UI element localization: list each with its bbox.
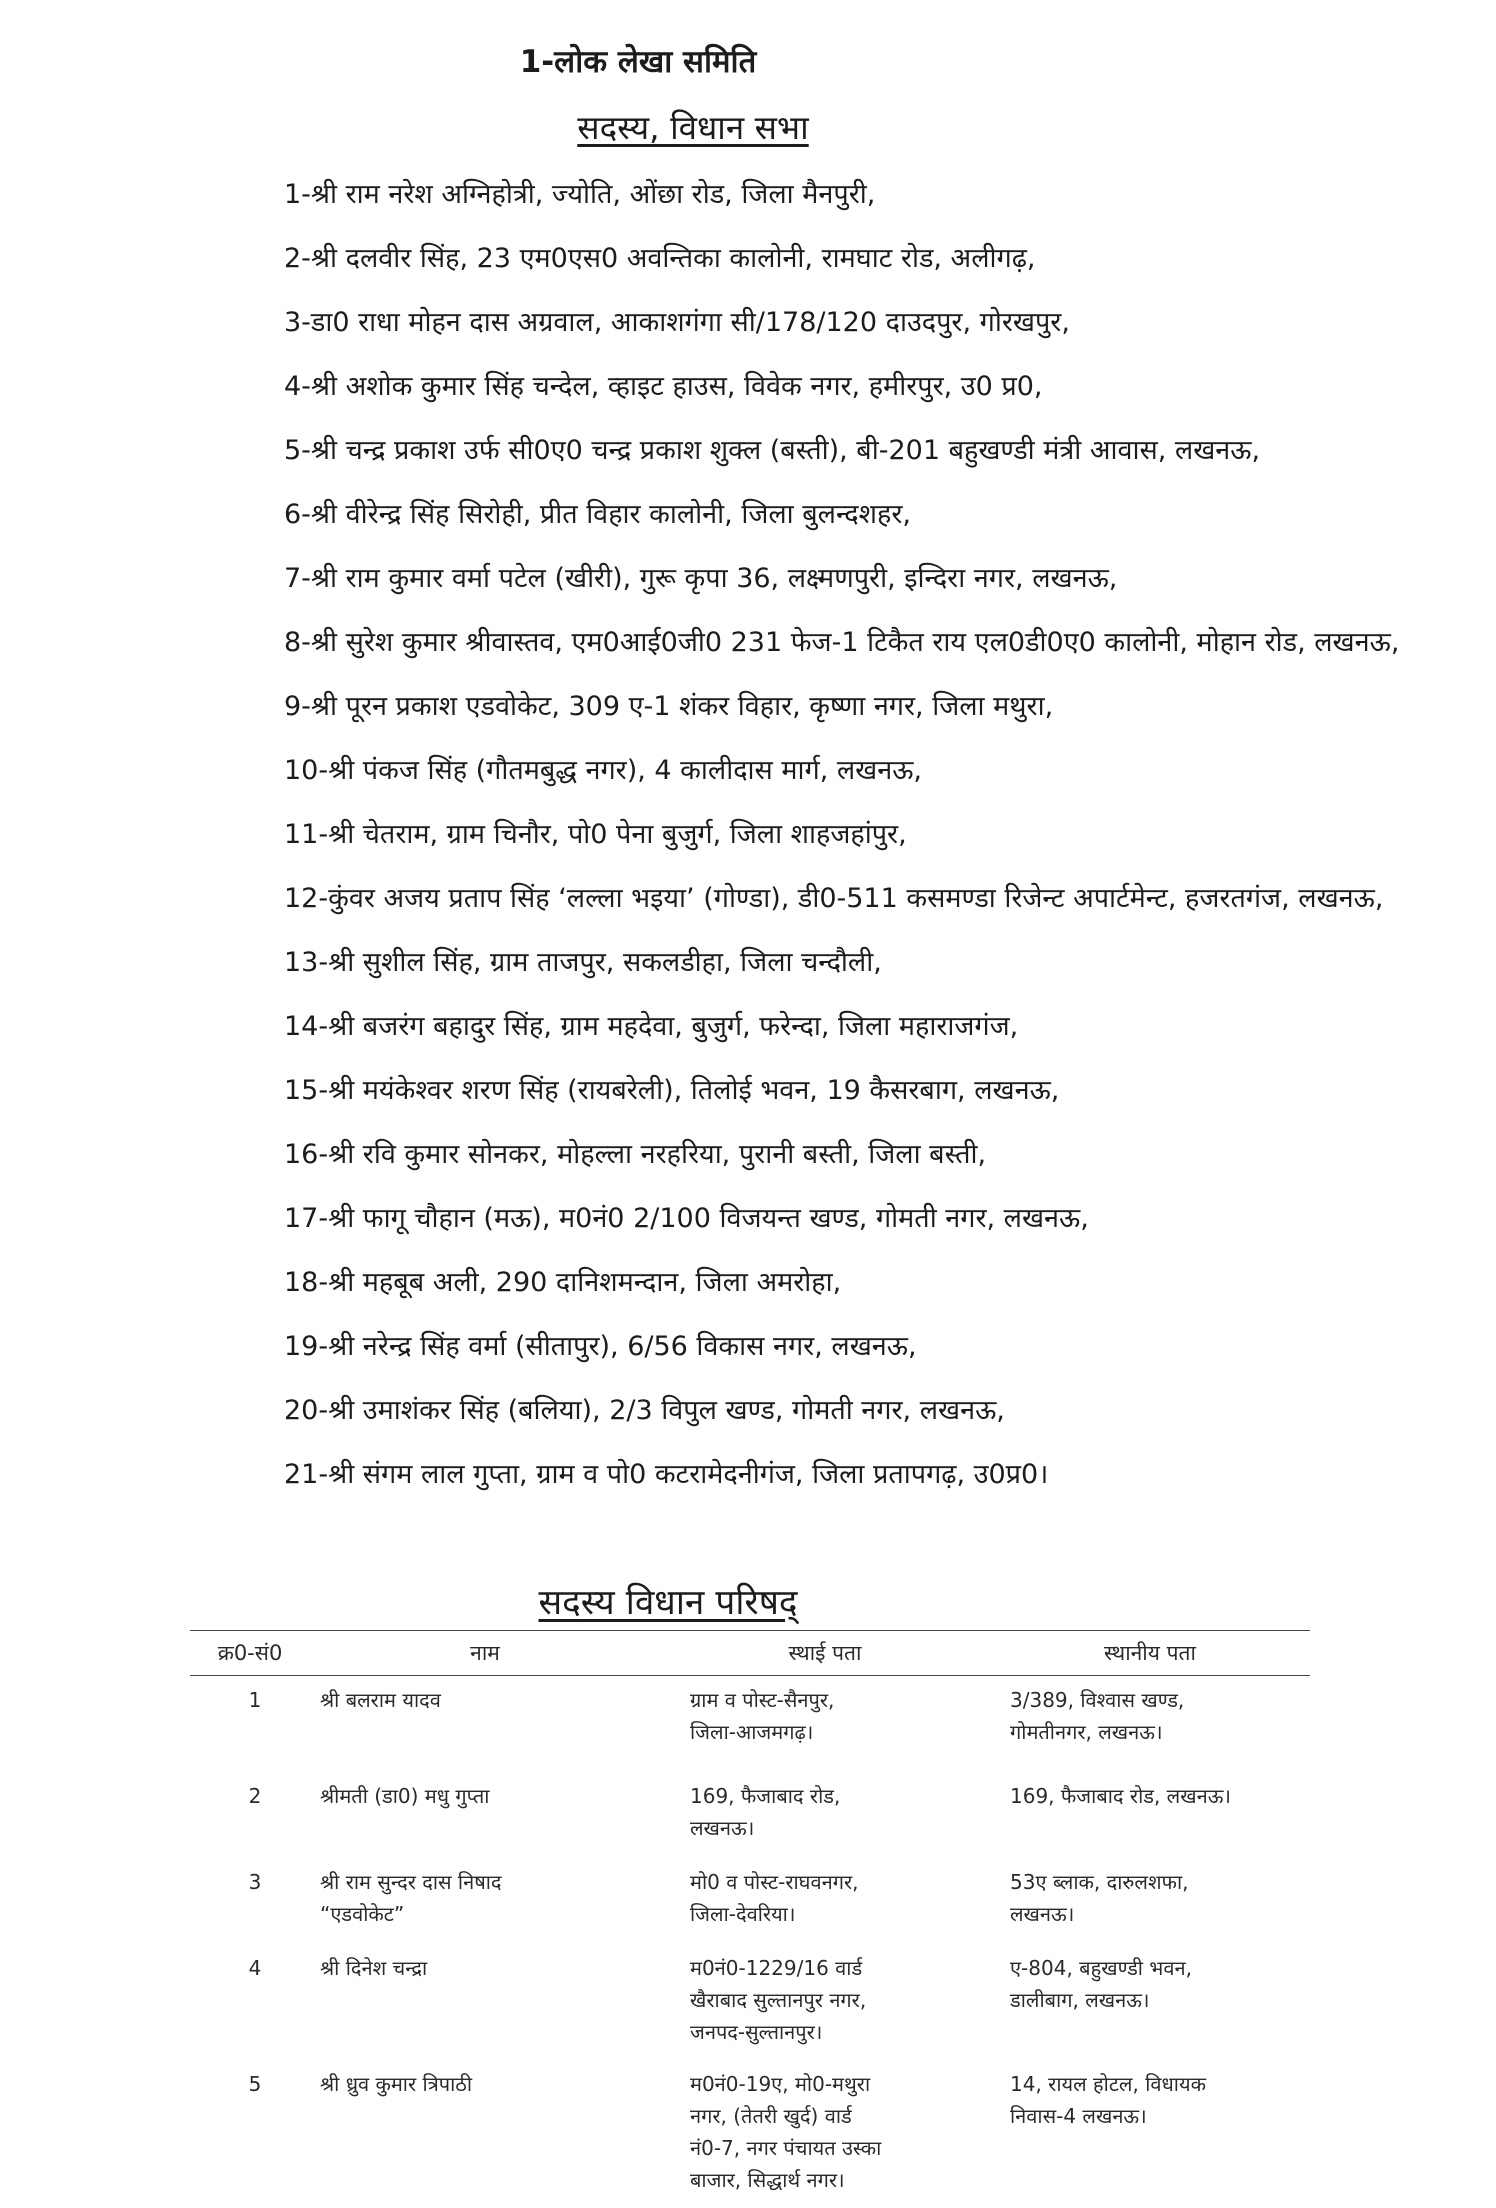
member-entry: 16-श्री रवि कुमार सोनकर, मोहल्ला नरहरिया, पुरानी बस्ती, जिला बस्ती, bbox=[284, 1139, 987, 1170]
member-entry: 17-श्री फागू चौहान (मऊ), म0नं0 2/100 विजयन्त खण्ड, गोमती नगर, लखनऊ, bbox=[284, 1203, 1089, 1234]
cell-line: निवास-4 लखनऊ। bbox=[1010, 2104, 1147, 2128]
member-entry: 2-श्री दलवीर सिंह, 23 एम0एस0 अवन्तिका कालोनी, रामघाट रोड, अलीगढ़, bbox=[284, 243, 1036, 274]
cell-line: श्री बलराम यादव bbox=[320, 1688, 441, 1712]
member-entry: 1-श्री राम नरेश अग्निहोत्री, ज्योति, ओंछा रोड, जिला मैनपुरी, bbox=[284, 179, 876, 210]
section-heading-council bbox=[0, 1578, 1496, 1625]
member-entry: 20-श्री उमाशंकर सिंह (बलिया), 2/3 विपुल खण्ड, गोमती नगर, लखनऊ, bbox=[284, 1395, 1005, 1426]
cell-line: लखनऊ। bbox=[1010, 1902, 1075, 1926]
cell-name bbox=[310, 2068, 660, 2208]
cell-local-address bbox=[990, 1780, 1310, 1858]
member-entry: 14-श्री बजरंग बहादुर सिंह, ग्राम महदेवा, बुजुर्ग, फरेन्दा, जिला महाराजगंज, bbox=[284, 1011, 1019, 1042]
cell-line: लखनऊ। bbox=[690, 1816, 755, 1840]
header-serial: क्र0-सं0 bbox=[217, 1641, 283, 1665]
cell-name bbox=[310, 1866, 660, 1944]
table-row bbox=[190, 1780, 1310, 1858]
cell-line: 14, रायल होटल, विधायक bbox=[1010, 2072, 1206, 2096]
header-permanent-address: स्थाई पता bbox=[788, 1641, 862, 1665]
member-entry: 11-श्री चेतराम, ग्राम चिनौर, पो0 पेना बुजुर्ग, जिला शाहजहांपुर, bbox=[284, 819, 907, 850]
table-header bbox=[190, 1630, 1310, 1676]
table-row bbox=[190, 2068, 1310, 2208]
cell-permanent-address bbox=[660, 1952, 990, 2060]
cell-line: गोमतीनगर, लखनऊ। bbox=[1010, 1720, 1163, 1744]
table-body bbox=[190, 1684, 1310, 2208]
cell-serial: 4 bbox=[248, 1956, 262, 1980]
cell-line: म0नं0-1229/16 वार्ड bbox=[690, 1956, 863, 1980]
cell-line: 3/389, विश्वास खण्ड, bbox=[1010, 1688, 1185, 1712]
cell-line: जिला-आजमगढ़। bbox=[690, 1720, 814, 1744]
header-name: नाम bbox=[470, 1641, 500, 1665]
member-entry: 12-कुंवर अजय प्रताप सिंह ‘लल्ला भइया’ (गोण्डा), डी0-511 कसमण्डा रिजेन्ट अपार्टमेन्ट, हजरतगंज, लखनऊ, bbox=[284, 883, 1384, 914]
member-entry: 8-श्री सुरेश कुमार श्रीवास्तव, एम0आई0जी0 231 फेज-1 टिकैत राय एल0डी0ए0 कालोनी, मोहान रोड, लखनऊ, bbox=[284, 627, 1400, 658]
header-local-address: स्थानीय पता bbox=[1104, 1641, 1196, 1665]
cell-local-address bbox=[990, 1684, 1310, 1766]
cell-name bbox=[310, 1684, 660, 1766]
assembly-member-list bbox=[284, 178, 1424, 1522]
cell-serial: 5 bbox=[248, 2072, 262, 2096]
member-entry: 18-श्री महबूब अली, 290 दानिशमन्दान, जिला अमरोहा, bbox=[284, 1267, 842, 1298]
cell-serial: 3 bbox=[248, 1870, 262, 1894]
cell-line: 169, फैजाबाद रोड, लखनऊ। bbox=[1010, 1784, 1231, 1808]
member-entry: 13-श्री सुशील सिंह, ग्राम ताजपुर, सकलडीहा, जिला चन्दौली, bbox=[284, 947, 882, 978]
cell-line: श्रीमती (डा0) मधु गुप्ता bbox=[320, 1784, 490, 1808]
member-entry: 7-श्री राम कुमार वर्मा पटेल (खीरी), गुरू कृपा 36, लक्ष्मणपुरी, इन्दिरा नगर, लखनऊ, bbox=[284, 563, 1118, 594]
committee-title: 1-लोक लेखा समिति bbox=[519, 44, 757, 80]
member-entry: 4-श्री अशोक कुमार सिंह चन्देल, व्हाइट हाउस, विवेक नगर, हमीरपुर, उ0 प्र0, bbox=[284, 371, 1043, 402]
cell-permanent-address bbox=[660, 2068, 990, 2208]
section-heading-assembly-text: सदस्य, विधान सभा bbox=[577, 108, 809, 147]
cell-line: श्री ध्रुव कुमार त्रिपाठी bbox=[320, 2072, 473, 2096]
section-heading-assembly bbox=[0, 104, 1496, 149]
cell-line: मो0 व पोस्ट-राघवनगर, bbox=[690, 1870, 859, 1894]
cell-line: श्री राम सुन्दर दास निषाद bbox=[320, 1870, 502, 1894]
cell-line: ए-804, बहुखण्डी भवन, bbox=[1010, 1956, 1192, 1980]
cell-local-address bbox=[990, 2068, 1310, 2208]
cell-line: खैराबाद सुल्तानपुर नगर, bbox=[690, 1988, 867, 2012]
council-members-table bbox=[190, 1630, 1310, 2208]
member-entry: 6-श्री वीरेन्द्र सिंह सिरोही, प्रीत विहार कालोनी, जिला बुलन्दशहर, bbox=[284, 499, 911, 530]
table-row bbox=[190, 1684, 1310, 1766]
cell-name bbox=[310, 1780, 660, 1858]
cell-line: जिला-देवरिया। bbox=[690, 1902, 796, 1926]
member-entry: 15-श्री मयंकेश्वर शरण सिंह (रायबरेली), तिलोई भवन, 19 कैसरबाग, लखनऊ, bbox=[284, 1075, 1060, 1106]
cell-permanent-address bbox=[660, 1684, 990, 1766]
cell-line: नं0-7, नगर पंचायत उस्का bbox=[690, 2136, 882, 2160]
table-row bbox=[190, 1952, 1310, 2060]
cell-line: डालीबाग, लखनऊ। bbox=[1010, 1988, 1150, 2012]
cell-serial: 2 bbox=[248, 1784, 262, 1808]
cell-line: जनपद-सुल्तानपुर। bbox=[690, 2020, 823, 2044]
section-heading-council-text: सदस्य विधान परिषद् bbox=[538, 1583, 798, 1623]
member-entry: 21-श्री संगम लाल गुप्ता, ग्राम व पो0 कटरामेदनीगंज, जिला प्रतापगढ़, उ0प्र0। bbox=[284, 1459, 1049, 1490]
member-entry: 10-श्री पंकज सिंह (गौतमबुद्ध नगर), 4 कालीदास मार्ग, लखनऊ, bbox=[284, 755, 923, 786]
cell-local-address bbox=[990, 1952, 1310, 2060]
cell-line: नगर, (तेतरी खुर्द) वार्ड bbox=[690, 2104, 852, 2128]
cell-permanent-address bbox=[660, 1780, 990, 1858]
member-entry: 9-श्री पूरन प्रकाश एडवोकेट, 309 ए-1 शंकर विहार, कृष्णा नगर, जिला मथुरा, bbox=[284, 691, 1054, 722]
cell-permanent-address bbox=[660, 1866, 990, 1944]
cell-line: श्री दिनेश चन्द्रा bbox=[320, 1956, 428, 1980]
cell-line: ग्राम व पोस्ट-सैनपुर, bbox=[690, 1688, 835, 1712]
member-entry: 5-श्री चन्द्र प्रकाश उर्फ सी0ए0 चन्द्र प्रकाश शुक्ल (बस्ती), बी-201 बहुखण्डी मंत्री आवास, लखनऊ, bbox=[284, 435, 1261, 466]
table-row bbox=[190, 1866, 1310, 1944]
cell-line: 53ए ब्लाक, दारुलशफा, bbox=[1010, 1870, 1189, 1894]
cell-serial: 1 bbox=[248, 1688, 262, 1712]
cell-name bbox=[310, 1952, 660, 2060]
cell-line: 169, फैजाबाद रोड, bbox=[690, 1784, 841, 1808]
cell-line: बाजार, सिद्धार्थ नगर। bbox=[690, 2168, 845, 2192]
cell-line: “एडवोकेट” bbox=[320, 1902, 405, 1926]
cell-line: म0नं0-19ए, मो0-मथुरा bbox=[690, 2072, 871, 2096]
cell-local-address bbox=[990, 1866, 1310, 1944]
member-entry: 3-डा0 राधा मोहन दास अग्रवाल, आकाशगंगा सी/178/120 दाउदपुर, गोरखपुर, bbox=[284, 307, 1070, 338]
member-entry: 19-श्री नरेन्द्र सिंह वर्मा (सीतापुर), 6/56 विकास नगर, लखनऊ, bbox=[284, 1331, 917, 1362]
